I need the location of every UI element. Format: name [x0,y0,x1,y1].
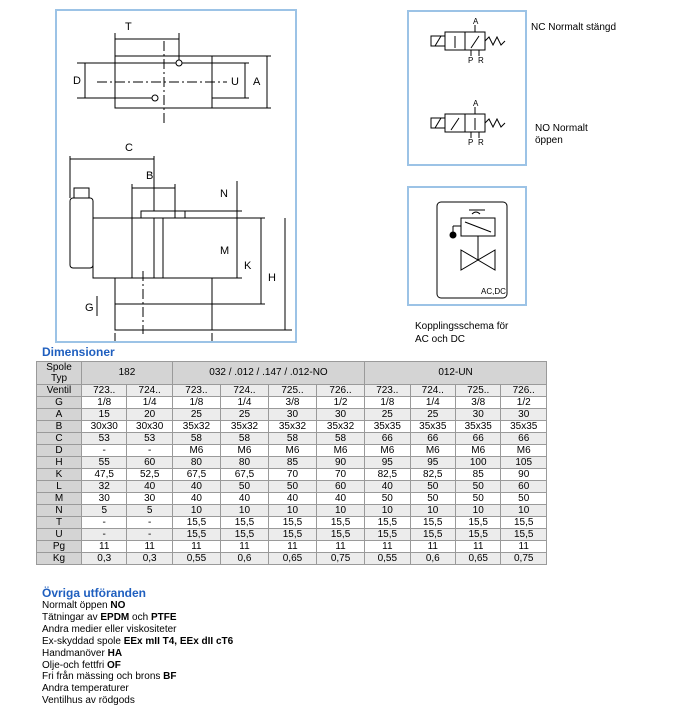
table-cell: M6 [365,445,410,457]
table-cell: 50 [365,493,410,505]
table-cell: 66 [365,433,410,445]
row-header-cell: A [37,409,82,421]
option-code: BF [163,671,177,683]
table-cell: 11 [410,541,455,553]
table-cell: 15,5 [317,529,365,541]
table-cell: 90 [317,457,365,469]
table-cell: 15,5 [501,529,547,541]
row-header-cell: U [37,529,82,541]
table-cell: 58 [220,433,268,445]
table-cell: 40 [365,481,410,493]
table-cell: 11 [317,541,365,553]
table-cell: 10 [220,505,268,517]
table-cell: 724.. [220,385,268,397]
group-header-182: 182 [82,362,173,385]
table-row [37,529,547,541]
row-header-cell: N [37,505,82,517]
row-header-cell: H [37,457,82,469]
table-cell: 0,3 [127,553,172,565]
table-cell: 50 [456,493,501,505]
no-port-p: P [468,138,474,147]
table-cell: 25 [172,409,220,421]
dim-label-g: G [85,302,94,314]
table-cell: 1/8 [365,397,410,409]
table-cell: 1/4 [220,397,268,409]
typ-label: Typ [50,373,68,384]
options-heading: Övriga utföranden [42,586,147,600]
table-cell: 15,5 [365,517,410,529]
table-cell: 55 [82,457,127,469]
valve-dimension-drawing [57,11,295,341]
option-item [42,636,233,648]
table-cell: 58 [172,433,220,445]
row-header-cell: Ventil [37,385,82,397]
row-header-cell: D [37,445,82,457]
option-item [42,671,233,683]
row-header-cell: M [37,493,82,505]
table-row [37,385,547,397]
table-cell: 15,5 [220,517,268,529]
option-text: Ex-skyddad spole [42,635,124,647]
table-cell: 60 [127,457,172,469]
table-row [37,553,547,565]
table-row [37,517,547,529]
no-port-r: R [478,138,484,147]
table-cell: 15,5 [410,517,455,529]
table-cell: - [82,445,127,457]
table-cell: 11 [456,541,501,553]
table-cell: - [82,517,127,529]
table-cell: 15 [82,409,127,421]
table-cell: 80 [220,457,268,469]
table-row [37,457,547,469]
table-cell: 1/8 [172,397,220,409]
table-cell: 40 [317,493,365,505]
table-cell: 66 [410,433,455,445]
option-code: OF [107,659,121,671]
table-cell: 82,5 [410,469,455,481]
table-cell: 67,5 [220,469,268,481]
table-cell: 30x30 [82,421,127,433]
table-header-row [37,362,547,385]
table-cell: 40 [127,481,172,493]
table-row [37,541,547,553]
table-cell: 725.. [268,385,316,397]
table-cell: 0,75 [317,553,365,565]
table-row [37,505,547,517]
row-header-cell: L [37,481,82,493]
nc-port-p: P [468,56,474,65]
table-cell: 15,5 [501,517,547,529]
option-code: EEx mII T4, EEx dII cT6 [123,635,234,647]
option-code: EPDM [100,611,130,623]
dim-label-k: K [244,260,252,272]
table-row [37,493,547,505]
table-cell: 58 [268,433,316,445]
table-cell: 11 [365,541,410,553]
table-cell: 0,75 [501,553,547,565]
table-cell: 50 [268,481,316,493]
table-cell: 0,55 [365,553,410,565]
option-text: Andra medier eller viskositeter [42,623,177,635]
table-cell: 11 [82,541,127,553]
table-cell: 1/4 [127,397,172,409]
option-item [42,683,233,695]
table-cell: 35x35 [501,421,547,433]
table-cell: 85 [456,469,501,481]
option-item [42,660,233,672]
table-cell: 53 [82,433,127,445]
no-port-a: A [473,99,479,108]
spole-label: Spole [46,362,72,373]
table-row [37,409,547,421]
table-cell: 90 [501,469,547,481]
table-cell: 15,5 [172,529,220,541]
table-cell: 11 [501,541,547,553]
table-cell: - [82,529,127,541]
dim-label-a: A [253,76,261,88]
table-cell: 5 [127,505,172,517]
table-cell: 0,6 [410,553,455,565]
table-row [37,397,547,409]
row-header-cell: K [37,469,82,481]
nc-port-a: A [473,17,479,26]
dimensions-heading: Dimensioner [42,345,115,359]
wiring-schematic-panel [407,186,527,306]
table-cell: 0,65 [268,553,316,565]
table-cell: 15,5 [220,529,268,541]
table-cell: 58 [317,433,365,445]
row-header-cell: T [37,517,82,529]
no-label-line2: öppen [535,135,563,146]
table-cell: 15,5 [456,529,501,541]
table-cell: 50 [410,493,455,505]
table-cell: M6 [317,445,365,457]
table-cell: 47,5 [82,469,127,481]
table-cell: 10 [456,505,501,517]
table-cell: M6 [456,445,501,457]
option-code: NO [110,600,126,611]
option-item [42,624,233,636]
table-cell: 30 [82,493,127,505]
option-code: HA [107,647,123,659]
table-row [37,481,547,493]
table-cell: 30 [127,493,172,505]
table-cell: 35x32 [268,421,316,433]
table-cell: 15,5 [268,517,316,529]
table-cell: 10 [365,505,410,517]
option-code: PTFE [150,611,177,623]
table-cell: 15,5 [365,529,410,541]
table-cell: M6 [172,445,220,457]
table-cell: 60 [317,481,365,493]
table-cell: 15,5 [317,517,365,529]
nc-port-r: R [478,56,484,65]
dim-label-d: D [73,75,81,87]
option-item [42,612,233,624]
option-text: Olje-och fettfri [42,659,108,671]
table-cell: 15,5 [456,517,501,529]
table-cell: 10 [501,505,547,517]
table-cell: 95 [365,457,410,469]
table-cell: 52,5 [127,469,172,481]
dim-label-t: T [125,21,132,33]
table-cell: 35x35 [365,421,410,433]
table-cell: 85 [268,457,316,469]
nc-valve-symbol [409,12,525,82]
table-cell: 10 [172,505,220,517]
table-cell: 25 [365,409,410,421]
table-cell: 53 [127,433,172,445]
table-cell: 726.. [317,385,365,397]
table-cell: 50 [501,493,547,505]
table-cell: 82,5 [365,469,410,481]
dim-label-n: N [220,188,228,200]
option-text: Fri från mässing och brons [42,671,164,683]
table-cell: 0,55 [172,553,220,565]
valve-symbols-panel [407,10,527,166]
table-cell: 724.. [127,385,172,397]
table-cell: 11 [220,541,268,553]
table-cell: 725.. [456,385,501,397]
table-cell: 10 [410,505,455,517]
table-cell: M6 [410,445,455,457]
group-header-032: 032 / .012 / .147 / .012-NO [172,362,364,385]
table-cell: 11 [172,541,220,553]
table-cell: M6 [501,445,547,457]
dim-label-h: H [268,272,276,284]
table-cell: 15,5 [410,529,455,541]
table-cell: 5 [82,505,127,517]
table-cell: 40 [268,493,316,505]
table-cell: 15,5 [268,529,316,541]
row-header-cell: C [37,433,82,445]
dim-label-c: C [125,142,133,154]
table-cell: 30 [456,409,501,421]
table-cell: 66 [501,433,547,445]
table-cell: 10 [268,505,316,517]
table-cell: 50 [410,481,455,493]
table-cell: 25 [220,409,268,421]
table-cell: - [127,445,172,457]
options-list [42,600,233,707]
row-header-cell: G [37,397,82,409]
table-cell: 100 [456,457,501,469]
table-cell: 30x30 [127,421,172,433]
table-cell: 11 [127,541,172,553]
table-cell: 80 [172,457,220,469]
table-cell: 60 [501,481,547,493]
table-cell: 35x35 [410,421,455,433]
option-text: Tätningar av [42,611,101,623]
table-cell: 723.. [82,385,127,397]
option-item [42,600,233,612]
table-cell: 0,6 [220,553,268,565]
row-header-cell: Kg [37,553,82,565]
table-cell: - [127,529,172,541]
option-item [42,648,233,660]
table-cell: 11 [268,541,316,553]
acdc-label: AC,DC [481,287,506,296]
row-header-cell: B [37,421,82,433]
table-row [37,469,547,481]
table-cell: 20 [127,409,172,421]
table-cell: 723.. [365,385,410,397]
table-cell: 0,65 [456,553,501,565]
table-cell: 1/2 [501,397,547,409]
table-cell: 35x32 [220,421,268,433]
table-row [37,433,547,445]
option-text: Normalt öppen [42,600,111,611]
table-cell: 95 [410,457,455,469]
table-cell: 30 [268,409,316,421]
dim-label-b: B [146,170,154,182]
table-cell: 15,5 [172,517,220,529]
nc-label: NC Normalt stängd [531,22,617,33]
table-cell: 32 [82,481,127,493]
technical-drawing-panel [55,9,297,343]
dim-label-m: M [220,245,230,257]
table-cell: 105 [501,457,547,469]
table-cell: M6 [220,445,268,457]
table-cell: 30 [501,409,547,421]
table-cell: 726.. [501,385,547,397]
option-text: Ventilhus av rödgods [42,695,135,707]
table-cell: 3/8 [268,397,316,409]
table-cell: 40 [172,481,220,493]
table-cell: 50 [456,481,501,493]
table-cell: 35x32 [172,421,220,433]
wiring-caption-line1: Kopplingsschema för [415,321,509,332]
table-cell: M6 [268,445,316,457]
table-cell: 50 [220,481,268,493]
table-cell: 40 [220,493,268,505]
table-cell: 0,3 [82,553,127,565]
option-text: Handmanöver [42,647,108,659]
table-cell: 35x35 [456,421,501,433]
table-corner-cell [37,362,82,385]
table-cell: 1/8 [82,397,127,409]
table-row [37,421,547,433]
table-cell: 30 [317,409,365,421]
option-item [42,695,233,707]
table-cell: 70 [317,469,365,481]
table-cell: 25 [410,409,455,421]
table-cell: 66 [456,433,501,445]
table-cell: 70 [268,469,316,481]
dim-label-u: U [231,76,239,88]
row-header-cell: Pg [37,541,82,553]
table-cell: 723.. [172,385,220,397]
option-text: Andra temperaturer [42,683,129,695]
table-cell: 10 [317,505,365,517]
option-text: och [129,611,151,623]
wiring-schematic-symbol [409,188,525,304]
table-cell: 67,5 [172,469,220,481]
no-label-line1: NO Normalt [535,123,588,134]
table-cell: - [127,517,172,529]
table-cell: 1/4 [410,397,455,409]
dimensions-table [36,361,547,565]
table-cell: 40 [172,493,220,505]
table-row [37,445,547,457]
no-valve-symbol [409,94,525,164]
wiring-caption-line2: AC och DC [415,334,466,345]
table-cell: 1/2 [317,397,365,409]
table-cell: 724.. [410,385,455,397]
table-cell: 3/8 [456,397,501,409]
table-cell: 35x32 [317,421,365,433]
group-header-012un: 012-UN [365,362,547,385]
